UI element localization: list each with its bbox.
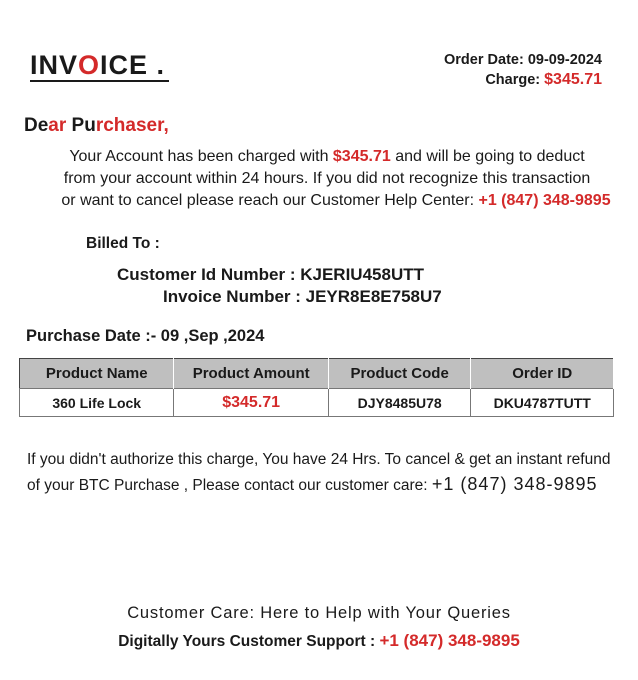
- support-phone: +1 (847) 348-9895: [379, 631, 520, 650]
- care-tagline: Customer Care: Here to Help with Your Queries: [127, 604, 511, 622]
- table-row: [20, 389, 614, 417]
- column-header: Product Amount: [174, 359, 328, 389]
- charge-label: Charge:: [485, 72, 541, 88]
- invoice-number: Invoice Number : JEYR8E8E758U7: [163, 287, 442, 306]
- customer-id: Customer Id Number : KJERIU458UTT: [117, 265, 424, 284]
- column-header: Product Name: [20, 359, 174, 389]
- product-table: [19, 358, 614, 417]
- invoice-title: INVOICE .: [30, 50, 169, 82]
- billed-to-label: Billed To :: [86, 235, 160, 252]
- notice-amount: $345.71: [332, 148, 391, 165]
- charge-line: [444, 70, 602, 90]
- greeting: Dear Purchaser,: [24, 115, 169, 136]
- customer-details: [117, 264, 442, 308]
- product-name: 360 Life Lock: [20, 389, 174, 417]
- product-amount: $345.71: [174, 389, 328, 417]
- column-header: Product Code: [328, 359, 471, 389]
- product-code: DJY8485U78: [328, 389, 471, 417]
- support-line: Digitally Yours Customer Support : +1 (847) 348-9895: [118, 631, 520, 650]
- refund-notice: If you didn't authorize this charge, You have 24 Hrs. To cancel & get an instant refund of your BTC Purchase , Please contact our customer care: +1 (847) 348-9895: [27, 451, 611, 494]
- order-date: Order Date: 09-09-2024: [444, 52, 602, 68]
- charge-notice: Your Account has been charged with $345.71 and will be going to deduct from your account within 24 hours. If you did not recognize this transaction or want to cancel please reach our Customer Help Center: +1 (847) 348-9895: [61, 148, 611, 209]
- customer-care-phone: +1 (847) 348-9895: [431, 474, 598, 494]
- help-center-phone: +1 (847) 348-9895: [478, 192, 611, 209]
- order-id: DKU4787TUTT: [471, 389, 614, 417]
- purchase-date: Purchase Date :- 09 ,Sep ,2024: [26, 327, 265, 345]
- order-meta: [444, 50, 602, 90]
- table-header-row: [20, 359, 614, 389]
- column-header: Order ID: [471, 359, 614, 389]
- charge-amount: $345.71: [544, 71, 602, 88]
